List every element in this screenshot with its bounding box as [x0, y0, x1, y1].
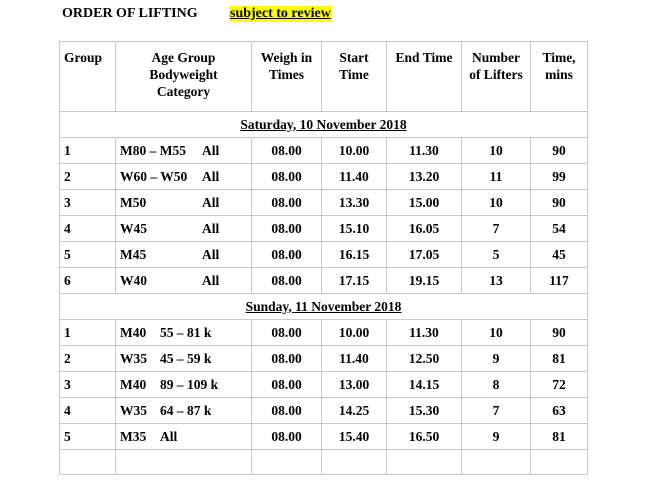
bodyweight-category: 55 – 81 k	[160, 324, 212, 340]
bodyweight-category: 89 – 109 k	[160, 376, 219, 392]
end-time-cell: 13.20	[387, 164, 462, 190]
col-header-group: Group	[60, 42, 116, 112]
age-category-cell	[116, 346, 252, 372]
end-time-cell: 14.15	[387, 372, 462, 398]
age-group: M50	[120, 194, 147, 210]
age-group: W40	[120, 272, 147, 288]
age-category-cell	[116, 424, 252, 450]
bodyweight-category: All	[202, 168, 220, 184]
section-title: Sunday, 11 November 2018	[245, 298, 402, 314]
document-title: ORDER OF LIFTING	[62, 6, 198, 21]
time-mins-cell: 81	[531, 424, 588, 450]
time-mins-cell: 63	[531, 398, 588, 424]
age-group: W35	[120, 402, 147, 418]
weigh-in-cell: 08.00	[252, 138, 322, 164]
age-group: W35	[120, 350, 147, 366]
bodyweight-category: All	[202, 246, 220, 262]
time-mins-cell: 81	[531, 346, 588, 372]
time-mins-cell: 90	[531, 138, 588, 164]
age-category-cell	[116, 190, 252, 216]
start-time-cell: 15.10	[322, 216, 387, 242]
empty-cell	[116, 450, 252, 475]
time-mins-cell: 90	[531, 320, 588, 346]
group-cell: 6	[60, 268, 116, 294]
group-cell: 2	[60, 164, 116, 190]
age-category-cell	[116, 372, 252, 398]
weigh-in-cell: 08.00	[252, 320, 322, 346]
empty-cell	[531, 450, 588, 475]
col-header-lifters-line: of Lifters	[469, 67, 523, 82]
age-group: M40	[120, 376, 147, 392]
end-time-cell: 17.05	[387, 242, 462, 268]
lifters-cell: 10	[462, 190, 531, 216]
col-header-time-line: Time,	[542, 50, 576, 65]
time-mins-cell: 117	[531, 268, 588, 294]
bodyweight-category: All	[202, 194, 220, 210]
group-cell: 3	[60, 190, 116, 216]
age-group: W60 – W50	[120, 168, 188, 184]
group-cell: 5	[60, 424, 116, 450]
age-category-cell	[116, 320, 252, 346]
lifters-cell: 10	[462, 138, 531, 164]
weigh-in-cell: 08.00	[252, 398, 322, 424]
weigh-in-cell: 08.00	[252, 216, 322, 242]
table-row	[60, 138, 588, 164]
start-time-cell: 13.30	[322, 190, 387, 216]
end-time-cell: 15.30	[387, 398, 462, 424]
weigh-in-cell: 08.00	[252, 164, 322, 190]
group-cell: 1	[60, 320, 116, 346]
header-row	[60, 42, 588, 112]
age-category-cell	[116, 268, 252, 294]
group-cell: 3	[60, 372, 116, 398]
col-header-lifters-line: Number	[472, 50, 520, 65]
age-group: M35	[120, 428, 147, 444]
col-header-time-line: mins	[545, 67, 573, 82]
col-header-end-time: End Time	[387, 42, 462, 112]
end-time-cell: 11.30	[387, 138, 462, 164]
start-time-cell: 14.25	[322, 398, 387, 424]
table-row	[60, 320, 588, 346]
start-time-cell: 15.40	[322, 424, 387, 450]
table-row	[60, 398, 588, 424]
lifters-cell: 9	[462, 346, 531, 372]
end-time-cell: 19.15	[387, 268, 462, 294]
end-time-cell: 12.50	[387, 346, 462, 372]
lifters-cell: 7	[462, 398, 531, 424]
weigh-in-cell: 08.00	[252, 346, 322, 372]
col-header-time-mins	[531, 42, 588, 112]
weigh-in-cell: 08.00	[252, 268, 322, 294]
col-header-weigh-line: Weigh in	[260, 50, 313, 65]
weigh-in-cell: 08.00	[252, 242, 322, 268]
section-cell	[60, 112, 588, 138]
section-title: Saturday, 10 November 2018	[240, 116, 407, 132]
table-row	[60, 164, 588, 190]
age-group: M40	[120, 324, 147, 340]
empty-cell	[387, 450, 462, 475]
bodyweight-category: 64 – 87 k	[160, 402, 212, 418]
col-header-lifters	[462, 42, 531, 112]
age-group: M80 – M55	[120, 142, 186, 158]
empty-row	[60, 450, 588, 475]
group-cell: 4	[60, 398, 116, 424]
col-header-start-line: Start	[339, 50, 369, 65]
section-row	[60, 294, 588, 320]
group-cell: 5	[60, 242, 116, 268]
lifters-cell: 11	[462, 164, 531, 190]
bodyweight-category: All	[202, 220, 220, 236]
col-header-age-line: Bodyweight	[149, 67, 218, 82]
end-time-cell: 16.05	[387, 216, 462, 242]
weigh-in-cell: 08.00	[252, 190, 322, 216]
age-category-cell	[116, 398, 252, 424]
col-header-start-time	[322, 42, 387, 112]
table-row	[60, 216, 588, 242]
time-mins-cell: 90	[531, 190, 588, 216]
col-header-age-line: Age Group	[151, 50, 216, 65]
group-cell: 4	[60, 216, 116, 242]
bodyweight-category: All	[160, 428, 178, 444]
weigh-in-cell: 08.00	[252, 424, 322, 450]
start-time-cell: 11.40	[322, 346, 387, 372]
age-category-cell	[116, 164, 252, 190]
time-mins-cell: 54	[531, 216, 588, 242]
lifters-cell: 7	[462, 216, 531, 242]
lifters-cell: 9	[462, 424, 531, 450]
lifting-schedule-table	[59, 41, 588, 475]
table-row	[60, 190, 588, 216]
bodyweight-category: All	[202, 272, 220, 288]
section-cell	[60, 294, 588, 320]
lifters-cell: 8	[462, 372, 531, 398]
end-time-cell: 16.50	[387, 424, 462, 450]
age-group: W45	[120, 220, 147, 236]
group-cell: 1	[60, 138, 116, 164]
col-header-weigh-line: Times	[268, 67, 304, 82]
start-time-cell: 16.15	[322, 242, 387, 268]
age-group: M45	[120, 246, 147, 262]
time-mins-cell: 72	[531, 372, 588, 398]
time-mins-cell: 99	[531, 164, 588, 190]
start-time-cell: 11.40	[322, 164, 387, 190]
table-row	[60, 424, 588, 450]
review-note: subject to review	[230, 6, 331, 21]
age-category-cell	[116, 138, 252, 164]
age-category-cell	[116, 216, 252, 242]
lifters-cell: 5	[462, 242, 531, 268]
empty-cell	[462, 450, 531, 475]
table-row	[60, 268, 588, 294]
group-cell: 2	[60, 346, 116, 372]
weigh-in-cell: 08.00	[252, 372, 322, 398]
table-row	[60, 242, 588, 268]
time-mins-cell: 45	[531, 242, 588, 268]
bodyweight-category: All	[202, 142, 220, 158]
col-header-start-line: Time	[339, 67, 369, 82]
table-row	[60, 372, 588, 398]
start-time-cell: 10.00	[322, 320, 387, 346]
end-time-cell: 15.00	[387, 190, 462, 216]
col-header-weigh-in	[252, 42, 322, 112]
start-time-cell: 13.00	[322, 372, 387, 398]
col-header-age-line: Category	[156, 84, 211, 99]
bodyweight-category: 45 – 59 k	[160, 350, 212, 366]
col-header-age-group	[116, 42, 252, 112]
table-row	[60, 346, 588, 372]
start-time-cell: 17.15	[322, 268, 387, 294]
empty-cell	[60, 450, 116, 475]
section-row	[60, 112, 588, 138]
empty-cell	[322, 450, 387, 475]
start-time-cell: 10.00	[322, 138, 387, 164]
empty-cell	[252, 450, 322, 475]
lifters-cell: 13	[462, 268, 531, 294]
lifters-cell: 10	[462, 320, 531, 346]
age-category-cell	[116, 242, 252, 268]
end-time-cell: 11.30	[387, 320, 462, 346]
